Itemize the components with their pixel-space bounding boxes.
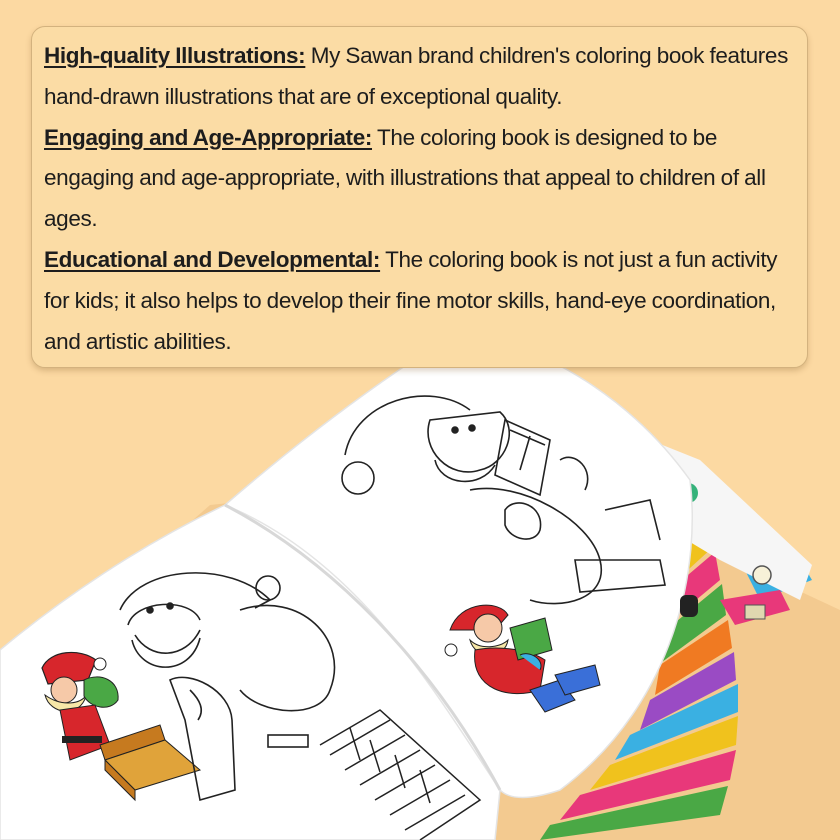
feature-paragraph-educational	[44, 240, 795, 362]
feature-heading: Engaging and Age-Appropriate:	[44, 124, 373, 150]
feature-heading: Educational and Developmental:	[44, 246, 381, 272]
feature-heading: High-quality Illustrations:	[44, 43, 306, 68]
feature-text: My Sawan brand children's coloring book features hand-drawn illustrations that are of exceptional quality.	[44, 43, 788, 109]
feature-paragraph-illustrations	[44, 36, 795, 118]
feature-description-card	[31, 26, 808, 368]
feature-paragraph-engaging	[44, 118, 795, 240]
feature-text: The coloring book is designed to be engaging and age-appropriate, with illustrations that appeal to children of all ages.	[44, 124, 766, 232]
feature-text: The coloring book is not just a fun activity for kids; it also helps to develop their fine motor skills, hand-eye coordination, and artistic abilities.	[44, 246, 778, 354]
